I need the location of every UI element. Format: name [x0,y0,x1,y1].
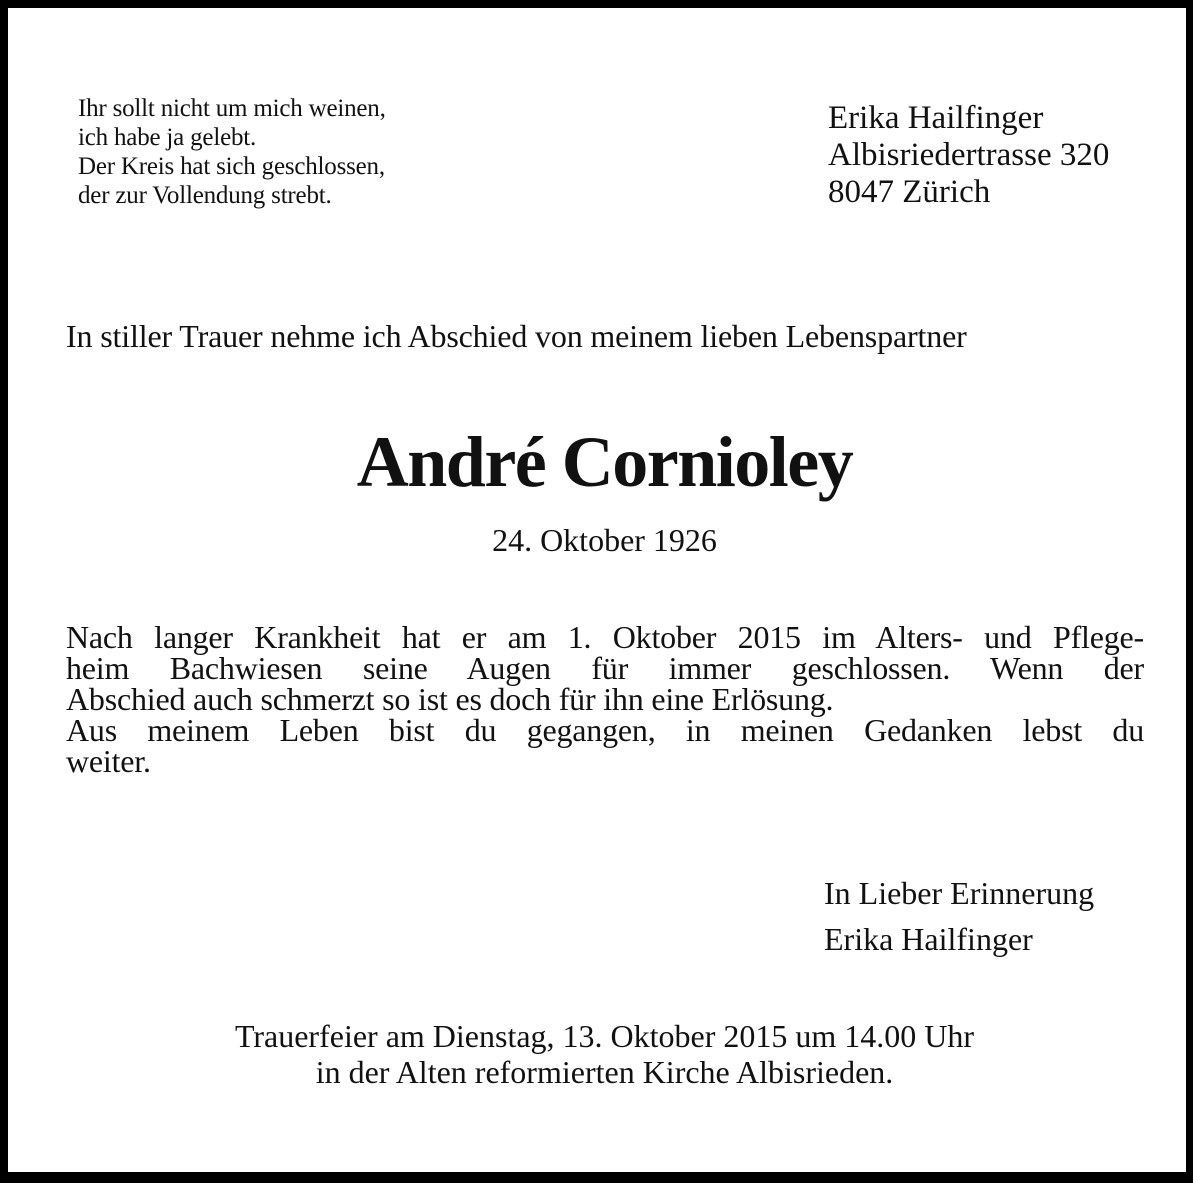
poem-line: der zur Vollendung strebt. [78,182,332,209]
poem-line: Der Kreis hat sich geschlossen, [78,153,385,180]
sender-address [828,100,1109,211]
signature-name: Erika Hailfinger [824,921,1033,957]
poem-line: Ihr sollt nicht um mich weinen, [78,95,386,122]
ceremony-info [8,1018,1193,1090]
memorial-poem [78,94,386,210]
address-street: Albisriedertrasse 320 [828,137,1110,173]
message-line: Abschied auch schmerzt so ist es doch für ihn eine Erlösung. [66,681,834,717]
address-city: 8047 Zürich [828,174,991,210]
message-line: heim Bachwiesen seine Augen für immer geschlossen. Wenn der [66,650,1144,686]
address-name: Erika Hailfinger [828,100,1044,136]
message-line: weiter. [66,743,151,779]
birth-date: 24. Oktober 1926 [492,522,717,558]
intro-text: In stiller Trauer nehme ich Abschied von meinem lieben Lebenspartner [66,318,967,354]
ceremony-line: Trauerfeier am Dienstag, 13. Oktober 2015 um 14.00 Uhr [234,1018,975,1054]
ceremony-line: in der Alten reformierten Kirche Albisrieden. [315,1054,894,1090]
deceased-name: André Cornioley [356,422,853,502]
message-line: Aus meinem Leben bist du gegangen, in meinen Gedanken lebst du [66,712,1144,748]
signature-closing: In Lieber Erinnerung [824,875,1095,911]
poem-line: ich habe ja gelebt. [78,124,257,151]
signature-block [824,870,1094,962]
message-line: Nach langer Krankheit hat er am 1. Oktober 2015 im Alters- und Pflege- [66,619,1144,655]
message-paragraph [66,619,1144,779]
